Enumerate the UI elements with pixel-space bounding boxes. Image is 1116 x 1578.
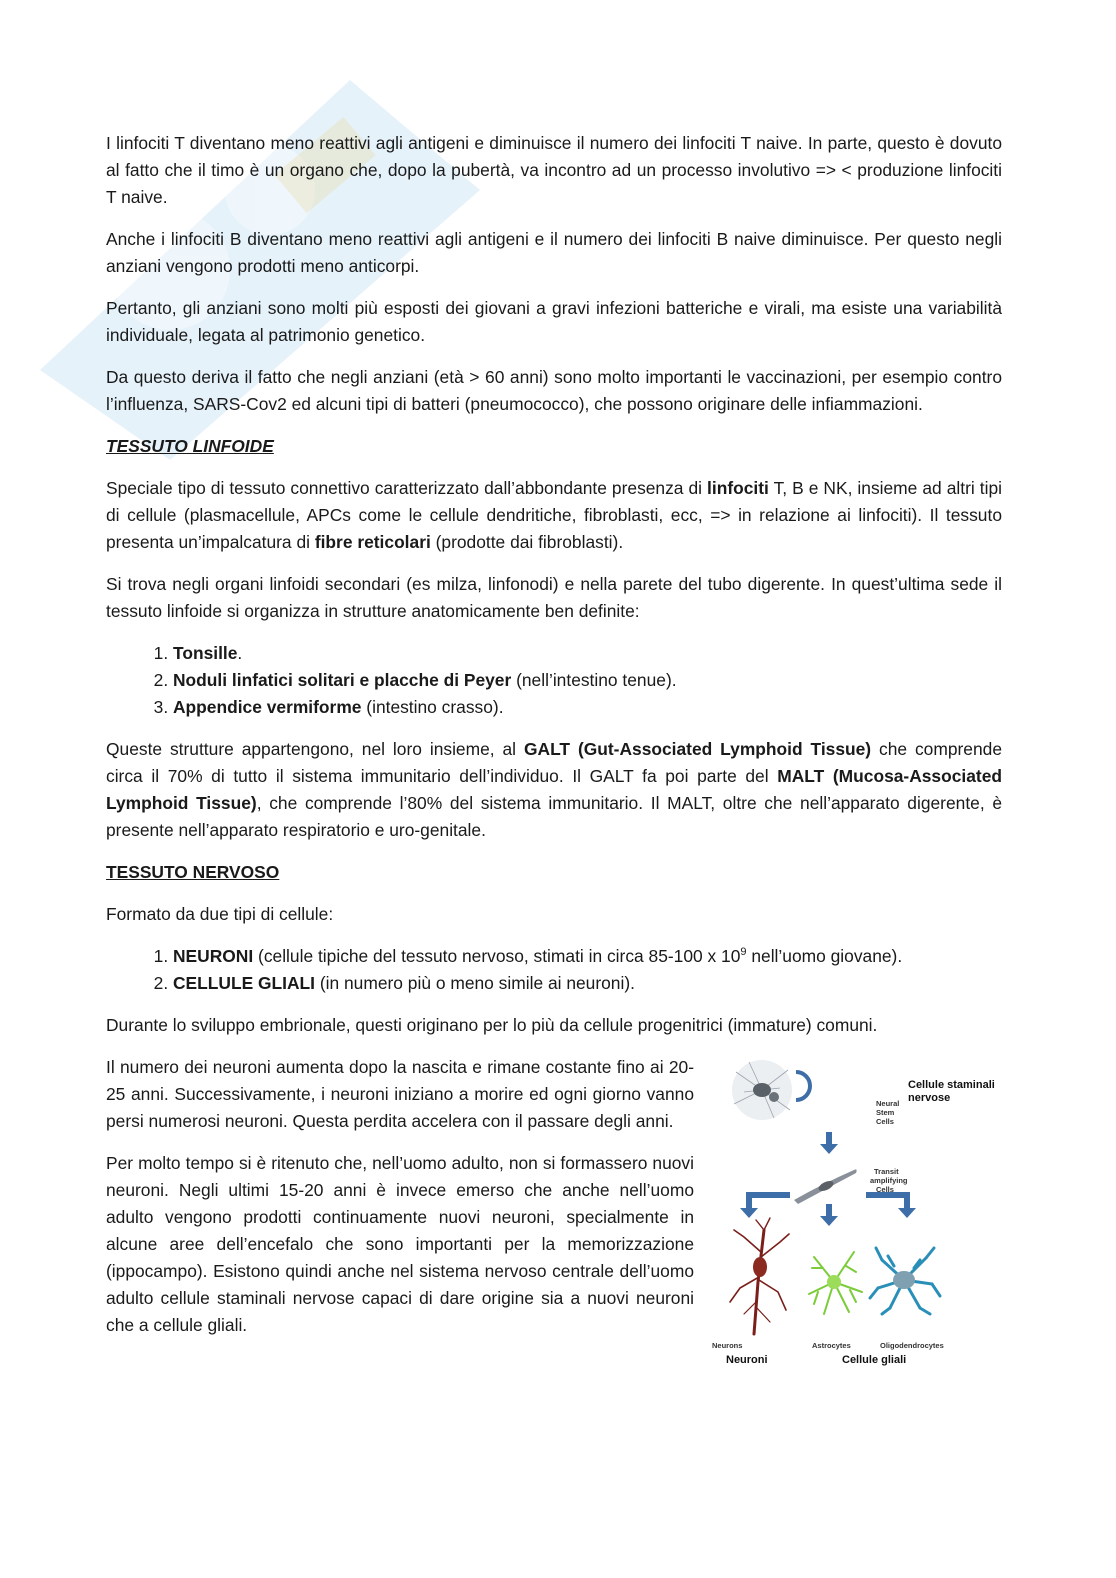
astrocyte-icon	[809, 1252, 862, 1314]
oligodendrocyte-icon	[870, 1248, 940, 1314]
transit-label: Transit	[874, 1167, 899, 1176]
transit-label-3: Cells	[876, 1185, 894, 1194]
oligodendrocytes-label: Oligodendrocytes	[880, 1341, 944, 1350]
stem-cell-cluster-icon	[732, 1060, 792, 1120]
paragraph: Queste strutture appartengono, nel loro insieme, al GALT (Gut-Associated Lymphoid Tissue) che comprende circa il 70% di tutto il sistema immunitario dell’individuo. Il GALT fa poi parte del MALT (Mucosa-Associated Lymphoid Tissue), che comprende l’80% del sistema immunitario. Il MALT, oltre che nell’apparato digerente, è presente nell’apparato respiratorio e uro-genitale.	[106, 739, 1003, 840]
text-column	[106, 1054, 694, 1354]
transit-label-2: amplifying	[870, 1176, 908, 1185]
list-item: 1. NEURONI (cellule tipiche del tessuto nervoso, stimati in circa 85-100 x $10^9$ nell’uomo giovane).	[173, 943, 1002, 970]
paragraph: Per molto tempo si è ritenuto che, nell’uomo adulto, non si formassero nuovi neuroni. Negli ultimi 15-20 anni è invece emerso che anche nell’uomo adulto vengono prodotti continuamente nuovi neuroni, specialmente in alcune aree dell’encefalo che sono importanti per la memorizzazione (ippocampo). Esistono quindi anche nel sistema nervoso centrale dell’uomo adulto cellule staminali nervose capaci di dare origine sia a nuovi neuroni che a cellule gliali.	[106, 1153, 694, 1335]
paragraph: Da questo deriva il fatto che negli anziani (età > 60 anni) sono molto importanti le vaccinazioni, per esempio contro l’influenza, SARS-Cov2 ed alcuni tipi di batteri (pneumococco), che possono originare delle infiammazioni.	[106, 367, 1002, 414]
paragraph: Speciale tipo di tessuto connettivo caratterizzato dall’abbondante presenza di linfociti T, B e NK, insieme ad altri tipi di cellule (plasmacellule, APCs come le cellule dendritiche, fibroblasti, ecc, => in relazione ai linfociti). Il tessuto presenta un’impalcatura di fibre reticolari (prodotte dai fibroblasti).	[106, 478, 1002, 552]
numbered-list	[106, 640, 1002, 721]
list-item: 3. Appendice vermiforme (intestino crasso).	[173, 694, 1002, 721]
astrocytes-label: Astrocytes	[812, 1341, 851, 1350]
neuroni-label: Neuroni	[726, 1354, 768, 1366]
neurons-small-label: Neurons	[712, 1341, 743, 1350]
transit-cell-icon	[794, 1169, 857, 1204]
list-item: 2. Noduli linfatici solitari e placche di Peyer (nell’intestino tenue).	[173, 667, 1002, 694]
stem-cells-label: Cellule staminali	[908, 1079, 995, 1091]
document-page	[106, 130, 1002, 1372]
paragraph: Il numero dei neuroni aumenta dopo la nascita e rimane costante fino ai 20-25 anni. Successivamente, i neuroni iniziano a morire ed ogni giorno vanno persi numerosi neuroni. Questa perdita accelera con il passare degli anni.	[106, 1057, 694, 1131]
cellule-gliali-label: Cellule gliali	[842, 1354, 907, 1366]
nsc-label-2: Stem	[876, 1108, 895, 1117]
list-item: 2. CELLULE GLIALI (in numero più o meno simile ai neuroni).	[173, 970, 1002, 997]
stem-cells-label-2: nervose	[908, 1092, 951, 1104]
neuron-icon	[730, 1218, 789, 1334]
paragraph: Durante lo sviluppo embrionale, questi originano per lo più da cellule progenitrici (immature) comuni.	[106, 1015, 878, 1035]
section-heading-linfoide: TESSUTO LINFOIDE	[106, 436, 274, 456]
paragraph: I linfociti T diventano meno reattivi agli antigeni e diminuisce il numero dei linfociti T naive. In parte, questo è dovuto al fatto che il timo è un organo che, dopo la pubertà, va incontro ad un processo involutivo => < produzione linfociti T naive.	[106, 133, 1002, 207]
nsc-label: Neural	[876, 1099, 900, 1108]
paragraph: Pertanto, gli anziani sono molti più esposti dei giovani a gravi infezioni batteriche e virali, ma esiste una variabilità individuale, legata al patrimonio genetico.	[106, 298, 1002, 345]
paragraph: Anche i linfociti B diventano meno reattivi agli antigeni e il numero dei linfociti B naive diminuisce. Per questo negli anziani vengono prodotti meno anticorpi.	[106, 229, 1002, 276]
neural-stem-cell-diagram	[704, 1052, 1004, 1372]
paragraph: Formato da due tipi di cellule:	[106, 904, 334, 924]
curved-arrow-icon	[796, 1072, 810, 1100]
diagram-graphic	[704, 1052, 1004, 1372]
text-with-figure	[106, 1054, 1002, 1372]
arrow-down-icon	[820, 1132, 838, 1154]
section-heading-nervoso: TESSUTO NERVOSO	[106, 862, 280, 882]
nsc-label-3: Cells	[876, 1117, 894, 1126]
list-item: 1. Tonsille.	[173, 640, 1002, 667]
paragraph: Si trova negli organi linfoidi secondari (es milza, linfonodi) e nella parete del tubo digerente. In quest’ultima sede il tessuto linfoide si organizza in strutture anatomicamente ben definite:	[106, 574, 1002, 621]
numbered-list	[106, 943, 1002, 997]
